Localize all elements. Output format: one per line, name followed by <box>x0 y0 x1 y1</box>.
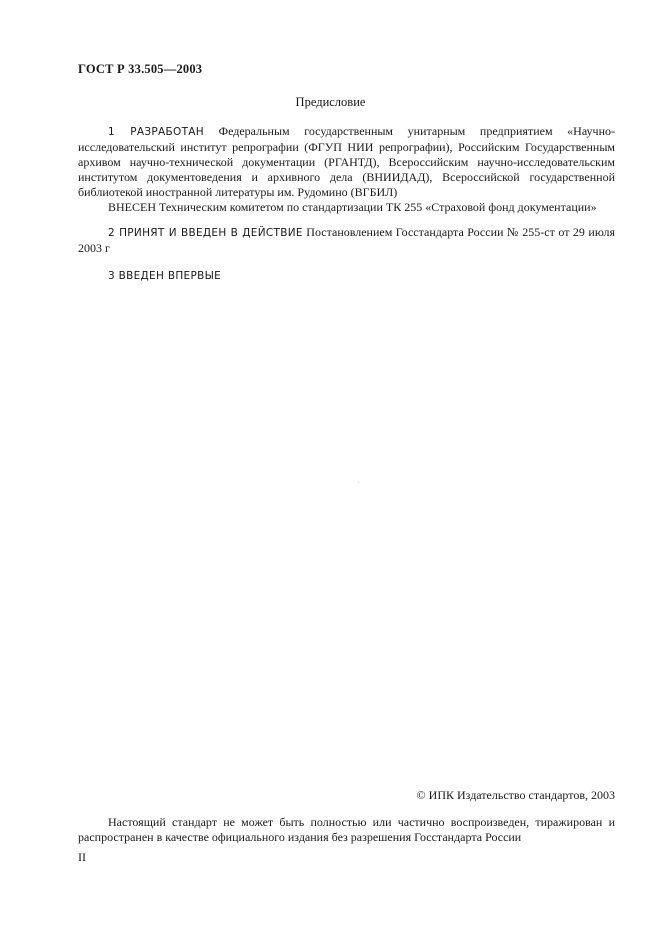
section-title: Предисловие <box>295 95 366 109</box>
paragraph-developed-by <box>78 124 615 200</box>
paragraph-lead: 1 РАЗРАБОТАН <box>108 126 204 138</box>
paragraph-text: ВНЕСЕН Техническим комитетом по стандартизации ТК 255 «Страховой фонд документации» <box>108 200 597 214</box>
paragraph-adopted <box>78 225 615 256</box>
paragraph-first-introduced <box>78 268 615 284</box>
copyright-line: © ИПК Издательство стандартов, 2003 <box>416 788 615 802</box>
notice-text: Настоящий стандарт не может быть полностью или частично воспроизведен, тиражирован и распространен в качестве официального издания без разрешения Госстандарта России <box>78 815 615 844</box>
scan-speck <box>358 482 359 483</box>
paragraph-lead: 2 ПРИНЯТ И ВВЕДЕН В ДЕЙСТВИЕ <box>108 227 303 239</box>
paragraph-text: Федеральным государственным унитарным предприятием «Научно-исследовательский институт репрографии (ФГУП НИИ репрографии), Российским Государственным архивом научно-технической документации (РГАНТД), Всероссийским научно-исследовательским институтом документоведения и архивного дела (ВНИИДАД), Всероссийской государственной библиотекой иностранной литературы им. Рудомино (ВГБИЛ) <box>78 124 615 199</box>
paragraph-lead: 3 ВВЕДЕН ВПЕРВЫЕ <box>108 270 222 282</box>
paragraph-introduced-by <box>78 200 615 215</box>
standard-code-header: ГОСТ Р 33.505—2003 <box>78 62 203 76</box>
reproduction-notice <box>78 815 615 845</box>
page-number: II <box>78 850 86 864</box>
paragraph-text: Постановлением Госстандарта России № 255-ст от 29 июля 2003 г <box>78 225 615 255</box>
